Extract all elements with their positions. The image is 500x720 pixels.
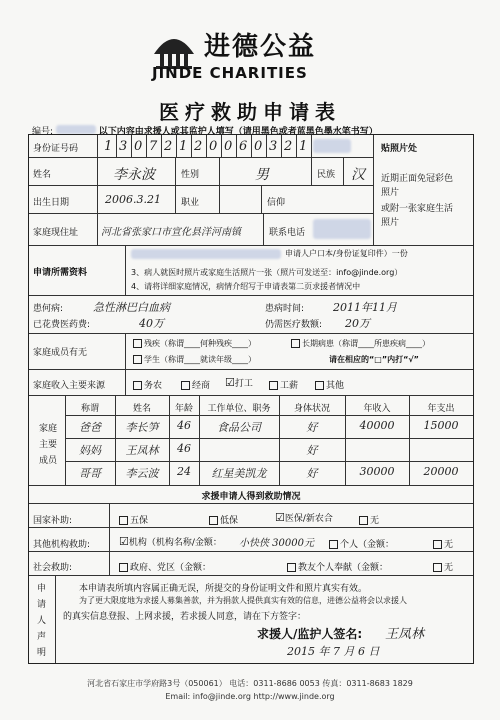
- income-source-label: 家庭收入主要来源: [33, 381, 106, 391]
- faith-label: 信仰: [267, 198, 286, 208]
- redacted-code: [56, 125, 96, 134]
- income-opt-labor[interactable]: ☑打工: [225, 376, 253, 389]
- address-label: 家庭现住址: [33, 228, 79, 238]
- checkbox-icon: [359, 516, 368, 525]
- declaration-label: 申 请 人 声 明: [37, 584, 47, 658]
- family-table-header: 工作单位、职务: [207, 404, 271, 414]
- family-condition-label: 家庭成员有无: [33, 348, 88, 358]
- needed-value: 20万: [345, 317, 370, 330]
- family-table-cell: 24: [177, 465, 191, 478]
- family-table-cell: 妈妈: [79, 444, 101, 457]
- family-table-cell: 爸爸: [79, 421, 101, 434]
- family-table-cell: 40000: [359, 419, 395, 432]
- onset-label: 患病时间:: [265, 304, 305, 314]
- id-digit: 1: [179, 139, 188, 154]
- materials-label: 申请所需资料: [33, 268, 88, 278]
- other-aid-label: 其他机构救助:: [33, 540, 91, 550]
- materials-item4: 4、请将详细家庭情况，病情介绍写于申请表第二页求援者情况中: [131, 282, 361, 291]
- redacted-phone: [313, 219, 371, 239]
- id-digit: 2: [194, 139, 203, 154]
- family-table-header: 身体状况: [293, 404, 330, 414]
- family-table-header: 年收入: [363, 404, 391, 414]
- family-table-cell: 李长笋: [125, 421, 159, 434]
- national-opt-none[interactable]: 无: [359, 513, 379, 526]
- photo-note-2: 照片: [381, 188, 400, 198]
- signature-value[interactable]: 王凤林: [385, 627, 425, 642]
- checkbox-icon: [291, 339, 300, 348]
- other-aid-value: 小快侠 30000元: [239, 538, 314, 549]
- checkbox-icon: [315, 381, 324, 390]
- illness-label: 患何病:: [33, 304, 64, 314]
- spent-value: 40万: [139, 317, 164, 330]
- other-opt-institution[interactable]: ☑机构（机构名称/金额：: [119, 535, 222, 548]
- income-opt-salary[interactable]: 工薪: [269, 378, 298, 391]
- redacted-id-tail: [313, 139, 351, 153]
- signature-date: 2015 年 7 月 6 日: [287, 645, 380, 658]
- photo-note-3: 或附一张家庭生活: [381, 204, 454, 214]
- id-digit: 0: [134, 139, 143, 154]
- opt-student[interactable]: 学生（称谓____就读年级____）: [133, 354, 256, 365]
- national-opt-insurance[interactable]: ☑医保/新农合: [275, 511, 333, 524]
- dob-label: 出生日期: [33, 198, 70, 208]
- checkbox-icon: [133, 355, 142, 364]
- job-label: 职业: [181, 198, 200, 208]
- onset-value: 2011年11月: [333, 301, 397, 314]
- income-opt-other[interactable]: 其他: [315, 378, 344, 391]
- check-hint: 请在相应的“□”内打“√”: [329, 355, 419, 364]
- family-table-cell: 李云波: [125, 467, 159, 480]
- instruction-text: 以下内容由求援人或其监护人填写（请用黑色或者蓝黑色墨水笔书写）: [98, 127, 378, 137]
- other-opt-individual[interactable]: 个人（金额：: [329, 537, 394, 550]
- opt-chronic[interactable]: 长期病患（称谓____所患疾病____）: [291, 338, 430, 349]
- photo-label: 贴照片处: [381, 144, 418, 154]
- form-title: 医疗救助申请表: [159, 100, 341, 124]
- id-digit: 0: [224, 139, 233, 154]
- checkbox-icon: [119, 563, 128, 572]
- id-digit: 7: [149, 139, 158, 154]
- family-table-header: 年龄: [174, 404, 193, 414]
- materials-item1: 申请人户口本/身份证复印件）一份: [285, 249, 408, 258]
- illness-value: 急性淋巴白血病: [93, 301, 170, 314]
- org-name-cn: 进德公益: [204, 32, 317, 62]
- family-table-cell: 46: [177, 442, 191, 455]
- family-table-cell: 王凤林: [125, 444, 159, 457]
- family-table-cell: 30000: [359, 465, 395, 478]
- photo-note-1: 近期正面免冠彩色: [381, 174, 454, 184]
- family-table-header: 姓名: [132, 404, 151, 414]
- photo-note-4: 照片: [381, 218, 400, 228]
- community-opt-donor[interactable]: 教友个人奉献（金额：: [287, 560, 388, 573]
- income-opt-business[interactable]: 经商: [181, 378, 210, 391]
- family-table-header: 年支出: [427, 404, 455, 414]
- checkbox-icon: [133, 381, 142, 390]
- id-digit: 3: [119, 139, 128, 154]
- family-section-label: 家庭 主要 成员: [39, 424, 58, 466]
- id-label: 身份证号码: [33, 144, 79, 154]
- org-name-en: JINDE CHARITIES: [152, 64, 308, 82]
- family-table-cell: 好: [306, 467, 318, 480]
- national-opt-dibao[interactable]: 低保: [209, 513, 238, 526]
- ethnicity-label: 民族: [317, 170, 336, 180]
- name-value: 李永波: [113, 167, 155, 183]
- name-label: 姓名: [33, 170, 52, 180]
- checked-box-icon: ☑: [275, 511, 285, 524]
- family-table-cell: 食品公司: [217, 421, 261, 434]
- checkbox-icon: [329, 540, 338, 549]
- id-digit: 0: [209, 139, 218, 154]
- family-table-cell: 46: [177, 419, 191, 432]
- code-label: 编号:: [32, 127, 54, 137]
- income-opt-farming[interactable]: 务农: [133, 378, 162, 391]
- redacted-materials: [131, 249, 281, 259]
- family-table-cell: 红星美凯龙: [211, 467, 267, 480]
- spent-label: 已花费医药费:: [33, 320, 91, 330]
- id-digit: 0: [254, 139, 263, 154]
- address-value: 河北省张家口市宣化县洋河南镇: [101, 227, 241, 238]
- needed-label: 仍需医疗数额:: [265, 320, 323, 330]
- checkbox-icon: [181, 381, 190, 390]
- checkbox-icon: [269, 381, 278, 390]
- phone-label: 联系电话: [269, 228, 306, 238]
- checkbox-icon: [119, 516, 128, 525]
- materials-item3: 3、病人就医时照片或家庭生活照片一张（照片可发送至：info@jinde.org）: [131, 268, 403, 277]
- footer-address: 河北省石家庄市学府路3号（050061） 电话：0311-8686 0053 传真：0311-8683 1829: [87, 679, 413, 688]
- community-aid-label: 社会救助:: [33, 563, 73, 573]
- checkbox-icon: [433, 540, 442, 549]
- checkbox-icon: [433, 563, 442, 572]
- id-digit: 1: [299, 139, 308, 154]
- family-table-header: 称谓: [80, 404, 99, 414]
- assistance-title: 求援申请人得到救助情况: [201, 492, 301, 502]
- dob-value: 2006.3.21: [105, 193, 161, 206]
- checkbox-icon: [133, 339, 142, 348]
- other-opt-none[interactable]: 无: [433, 537, 453, 550]
- id-digit: 3: [269, 139, 278, 154]
- family-table-cell: 15000: [423, 419, 459, 432]
- declaration-line3: 的真实信息登报、上网求援，若求援人同意，请在下方签字：: [63, 612, 307, 622]
- family-table-cell: 好: [306, 421, 318, 434]
- declaration-line2: 为了更大限度地为求援人募集善款，并为捐款人提供真实有效的信息，进德公益将会以求援人: [79, 596, 407, 605]
- ethnicity-value: 汉: [351, 167, 365, 183]
- id-digit: 2: [284, 139, 293, 154]
- checked-box-icon: ☑: [225, 376, 235, 389]
- signature-label: 求援人/监护人签名:: [257, 627, 363, 641]
- id-digit: 6: [239, 139, 248, 154]
- community-opt-none[interactable]: 无: [433, 560, 453, 573]
- checkbox-icon: [209, 516, 218, 525]
- declaration-line1: 本申请表所填内容属正确无误，所提交的身份证明文件和照片真实有效。: [79, 584, 368, 594]
- family-table-cell: 哥哥: [79, 467, 101, 480]
- footer-contact: Email: info@jinde.org http://www.jinde.org: [165, 692, 335, 701]
- opt-disability[interactable]: 残疾（称谓____何种残疾____）: [133, 338, 256, 349]
- gender-label: 性别: [181, 170, 200, 180]
- national-label: 国家补助:: [33, 516, 73, 526]
- gender-value: 男: [255, 167, 269, 183]
- id-digit: 2: [164, 139, 173, 154]
- community-opt-gov[interactable]: 政府、党区（金额：: [119, 560, 211, 573]
- checked-box-icon: ☑: [119, 535, 129, 548]
- id-digit: 1: [104, 139, 113, 154]
- logo: [150, 24, 350, 84]
- national-opt-wubao[interactable]: 五保: [119, 513, 148, 526]
- family-table-cell: 20000: [423, 465, 459, 478]
- checkbox-icon: [287, 563, 296, 572]
- family-table-cell: 好: [306, 444, 318, 457]
- form-table: [28, 134, 474, 664]
